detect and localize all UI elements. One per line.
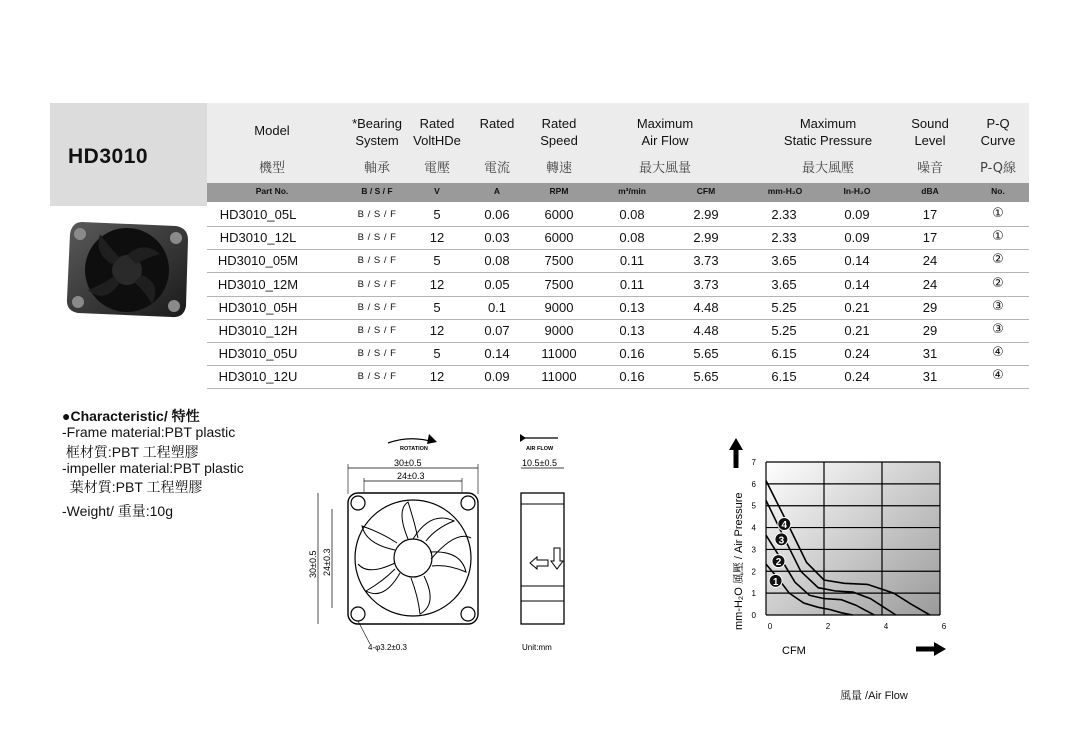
cell-sound-dba: 31 xyxy=(922,369,938,385)
cell-pressure-mmh2o: 6.15 xyxy=(771,346,797,362)
dim-outer-height: 30±0.5 xyxy=(308,550,318,578)
table-row xyxy=(207,365,1029,389)
cell-part-no: HD3010_12H xyxy=(218,323,298,338)
cell-sound-dba: 29 xyxy=(922,299,938,315)
unit-current: A xyxy=(493,186,501,196)
header-pq-cn: P-Q線 xyxy=(980,161,1016,176)
cell-pq-curve-no: ① xyxy=(992,206,1004,221)
table-row xyxy=(207,296,1029,320)
x-tick-label: 0 xyxy=(767,622,773,631)
cell-airflow-m3min: 0.11 xyxy=(619,253,645,269)
airflow-label: AIR FLOW xyxy=(526,446,554,452)
cell-voltage: 5 xyxy=(433,253,441,269)
table-row xyxy=(207,249,1029,273)
y-tick-label: 7 xyxy=(751,458,756,467)
cell-part-no: HD3010_05M xyxy=(217,253,299,269)
cell-speed: 7500 xyxy=(544,276,574,292)
header-pressure: Maximum Static Pressure xyxy=(783,116,873,148)
cell-pressure-mmh2o: 3.65 xyxy=(771,253,797,269)
char-frame-material: -Frame material:PBT plastic xyxy=(62,424,236,440)
y-tick-label: 4 xyxy=(751,523,756,533)
unit-dba: dBA xyxy=(921,186,939,196)
cell-speed: 7500 xyxy=(544,253,574,269)
y-tick-label: 1 xyxy=(751,589,756,599)
model-title: HD3010 xyxy=(68,145,149,168)
cell-sound-dba: 31 xyxy=(922,346,938,362)
cell-pressure-inh2o: 0.09 xyxy=(844,230,870,246)
cell-airflow-m3min: 0.11 xyxy=(619,276,645,292)
y-tick-label: 5 xyxy=(751,501,756,511)
header-bearing-cn: 軸承 xyxy=(363,161,390,176)
dimension-drawing xyxy=(296,426,596,658)
cell-voltage: 5 xyxy=(433,207,441,222)
cell-voltage: 5 xyxy=(433,346,441,362)
cell-sound-dba: 17 xyxy=(922,230,938,246)
cell-airflow-cfm: 5.65 xyxy=(693,369,719,385)
header-airflow: Maximum Air Flow xyxy=(636,116,694,148)
y-axis-label: mm-H₂O 風壓 / Air Pressure xyxy=(733,492,745,630)
cell-part-no: HD3010_05U xyxy=(218,346,298,362)
cell-bearing: B / S / F xyxy=(357,348,397,360)
cell-pressure-inh2o: 0.21 xyxy=(844,299,870,315)
cell-part-no: HD3010_05L xyxy=(219,207,297,222)
dim-inner-height: 24±0.3 xyxy=(322,548,332,576)
cell-current: 0.07 xyxy=(484,323,510,338)
cell-airflow-cfm: 3.73 xyxy=(693,276,719,292)
header-model-cn: 機型 xyxy=(258,161,285,176)
header-voltage: Rated VoltHDe xyxy=(413,116,461,148)
cell-bearing: B / S / F xyxy=(357,209,397,220)
header-speed-cn: 轉速 xyxy=(545,161,572,176)
fan-photo xyxy=(64,220,190,320)
cell-airflow-cfm: 5.65 xyxy=(693,346,719,362)
cell-sound-dba: 24 xyxy=(922,276,938,292)
dim-depth: 10.5±0.5 xyxy=(522,458,557,468)
table-row xyxy=(207,319,1029,343)
header-current-cn: 電流 xyxy=(483,161,510,176)
unit-inh2o: In-H₂O xyxy=(843,186,871,196)
cell-pq-curve-no: ④ xyxy=(992,345,1004,361)
header-sound: Sound Level xyxy=(911,116,949,148)
cell-speed: 6000 xyxy=(544,207,574,222)
y-tick-label: 0 xyxy=(751,611,756,620)
pq-marker-label-4: 4 xyxy=(781,520,788,532)
cell-speed: 9000 xyxy=(544,323,574,338)
pq-marker-label-1: 1 xyxy=(772,576,779,588)
cell-voltage: 12 xyxy=(429,323,445,338)
cell-voltage: 12 xyxy=(429,276,445,292)
x-axis-label: CFM xyxy=(782,645,806,657)
cell-bearing: B / S / F xyxy=(357,278,397,290)
cell-pressure-inh2o: 0.14 xyxy=(844,276,870,292)
cell-bearing: B / S / F xyxy=(357,371,397,383)
cell-voltage: 5 xyxy=(433,299,441,315)
header-voltage-cn: 電壓 xyxy=(423,161,450,176)
cell-pressure-mmh2o: 5.25 xyxy=(771,323,797,338)
dim-inner-width: 24±0.3 xyxy=(397,471,425,481)
cell-pq-curve-no: ② xyxy=(992,275,1004,291)
cell-pressure-mmh2o: 2.33 xyxy=(771,230,797,246)
cell-pq-curve-no: ② xyxy=(992,252,1004,268)
cell-pq-curve-no: ① xyxy=(992,229,1004,245)
cell-bearing: B / S / F xyxy=(357,232,397,244)
cell-part-no: HD3010_12M xyxy=(217,276,299,292)
cell-part-no: HD3010_05H xyxy=(218,299,298,315)
cell-pq-curve-no: ③ xyxy=(992,298,1004,314)
cell-voltage: 12 xyxy=(429,230,445,246)
table-row xyxy=(207,226,1029,250)
unit-voltage: V xyxy=(434,186,440,196)
cell-speed: 11000 xyxy=(541,369,577,385)
cell-airflow-m3min: 0.08 xyxy=(619,207,645,222)
cell-pressure-mmh2o: 2.33 xyxy=(771,207,797,222)
cell-airflow-m3min: 0.16 xyxy=(619,346,645,362)
y-tick-label: 2 xyxy=(751,567,756,577)
header-sound-cn: 噪音 xyxy=(916,161,943,176)
unit-part-no: Part No. xyxy=(255,186,289,196)
pq-curve-chart xyxy=(724,436,974,664)
char-frame-material-cn: 框材質:PBT 工程塑膠 xyxy=(62,444,199,460)
cell-airflow-cfm: 2.99 xyxy=(693,207,719,222)
cell-voltage: 12 xyxy=(429,369,445,385)
dim-outer-width: 30±0.5 xyxy=(394,458,422,468)
cell-speed: 11000 xyxy=(541,346,577,362)
cell-airflow-cfm: 4.48 xyxy=(693,299,719,315)
dim-mount-holes: 4-φ3.2±0.3 xyxy=(368,643,407,652)
cell-current: 0.08 xyxy=(484,253,510,269)
cell-pressure-mmh2o: 6.15 xyxy=(771,369,797,385)
cell-current: 0.03 xyxy=(484,230,510,246)
unit-speed: RPM xyxy=(549,186,569,196)
cell-speed: 6000 xyxy=(544,230,574,246)
x-tick-label: 4 xyxy=(883,622,889,631)
cell-current: 0.06 xyxy=(484,207,510,222)
cell-airflow-cfm: 4.48 xyxy=(693,323,719,338)
cell-pressure-inh2o: 0.24 xyxy=(844,346,870,362)
header-current: Rated xyxy=(479,116,515,131)
x-tick-label: 2 xyxy=(825,622,831,631)
header-model: Model xyxy=(254,123,290,138)
cell-pressure-inh2o: 0.24 xyxy=(844,369,870,385)
cell-airflow-cfm: 3.73 xyxy=(693,253,719,269)
cell-bearing: B / S / F xyxy=(357,255,397,267)
cell-pressure-inh2o: 0.21 xyxy=(844,323,870,338)
x-tick-label: 6 xyxy=(941,622,947,631)
cell-pressure-mmh2o: 3.65 xyxy=(771,276,797,292)
char-weight: -Weight/ 重量:10g xyxy=(62,503,174,519)
y-tick-label: 3 xyxy=(751,545,756,555)
cell-bearing: B / S / F xyxy=(357,301,397,313)
cell-airflow-m3min: 0.16 xyxy=(619,369,645,385)
cell-part-no: HD3010_12L xyxy=(219,230,297,246)
pq-marker-label-3: 3 xyxy=(778,535,785,547)
pq-marker-label-2: 2 xyxy=(775,557,782,569)
cell-pressure-mmh2o: 5.25 xyxy=(771,299,797,315)
cell-pressure-inh2o: 0.09 xyxy=(844,207,870,222)
header-bearing: *Bearing System xyxy=(352,116,402,148)
cell-airflow-m3min: 0.08 xyxy=(619,230,645,246)
header-pq: P-Q Curve xyxy=(980,116,1016,148)
unit-mmh2o: mm-H₂O xyxy=(767,186,803,196)
table-row xyxy=(207,273,1029,297)
unit-m3min: m³/min xyxy=(618,186,646,196)
y-tick-label: 6 xyxy=(751,479,756,489)
unit-label: Unit:mm xyxy=(522,643,552,652)
cell-current: 0.1 xyxy=(487,299,507,315)
header-pressure-cn: 最大風壓 xyxy=(801,161,854,176)
table-row xyxy=(207,342,1029,366)
table-row xyxy=(207,203,1029,227)
unit-no: No. xyxy=(991,186,1005,196)
cell-airflow-m3min: 0.13 xyxy=(619,299,645,315)
cell-sound-dba: 17 xyxy=(922,207,938,222)
header-airflow-cn: 最大風量 xyxy=(638,161,691,176)
characteristics-title: ●Characteristic/ 特性 xyxy=(62,408,200,424)
air-flow-footer: 風量 /Air Flow xyxy=(840,690,908,702)
cell-sound-dba: 24 xyxy=(922,253,938,269)
cell-pq-curve-no: ④ xyxy=(992,368,1004,384)
cell-current: 0.09 xyxy=(484,369,510,385)
header-speed: Rated Speed xyxy=(540,116,578,148)
unit-cfm: CFM xyxy=(696,186,716,196)
cell-current: 0.05 xyxy=(484,276,510,292)
rotation-label: ROTATION xyxy=(400,446,428,452)
unit-bearing: B / S / F xyxy=(361,186,393,196)
cell-airflow-m3min: 0.13 xyxy=(619,323,645,338)
cell-bearing: B / S / F xyxy=(357,325,397,336)
cell-speed: 9000 xyxy=(544,299,574,315)
cell-airflow-cfm: 2.99 xyxy=(693,230,719,246)
cell-pq-curve-no: ③ xyxy=(992,322,1004,337)
cell-current: 0.14 xyxy=(484,346,510,362)
char-impeller-material-cn: 葉材質:PBT 工程塑膠 xyxy=(62,479,203,495)
char-impeller-material: -impeller material:PBT plastic xyxy=(62,460,244,476)
cell-part-no: HD3010_12U xyxy=(218,369,298,385)
cell-sound-dba: 29 xyxy=(922,323,938,338)
cell-pressure-inh2o: 0.14 xyxy=(844,253,870,269)
